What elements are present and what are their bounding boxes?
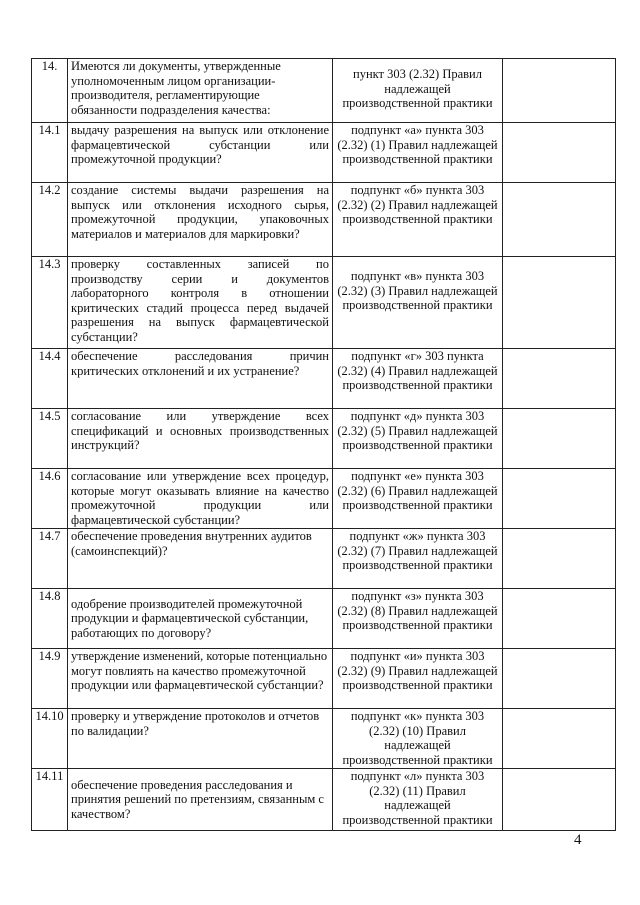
row-question: одобрение производителей промежуточной продукции и фармацевтической субстанции, работающих по договору? — [68, 589, 333, 649]
row-number: 14.10 — [32, 709, 68, 769]
row-question: создание системы выдачи разрешения на выпуск или отклонения исходного сырья, промежуточной продукции, упаковочных материалов и материалов для маркировки? — [68, 183, 333, 257]
row-number: 14.5 — [32, 409, 68, 469]
table-row — [32, 649, 616, 709]
row-number: 14. — [32, 59, 68, 123]
row-number: 14.4 — [32, 349, 68, 409]
row-answer-cell[interactable] — [503, 349, 616, 409]
row-answer-cell[interactable] — [503, 469, 616, 529]
row-question: Имеются ли документы, утвержденные уполномоченным лицом организации-производителя, регламентирующие обязанности подразделения качества: — [68, 59, 333, 123]
row-number: 14.6 — [32, 469, 68, 529]
row-question: обеспечение расследования причин критических отклонений и их устранение? — [68, 349, 333, 409]
row-reference: подпункт «д» пункта 303 (2.32) (5) Правил надлежащей производственной практики — [333, 409, 503, 469]
row-answer-cell[interactable] — [503, 257, 616, 349]
row-answer-cell[interactable] — [503, 409, 616, 469]
checklist-table — [31, 58, 616, 831]
row-question: утверждение изменений, которые потенциально могут повлиять на качество промежуточной продукции или фармацевтической субстанции? — [68, 649, 333, 709]
row-reference: подпункт «ж» пункта 303 (2.32) (7) Правил надлежащей производственной практики — [333, 529, 503, 589]
table-row — [32, 257, 616, 349]
row-answer-cell[interactable] — [503, 589, 616, 649]
row-number: 14.9 — [32, 649, 68, 709]
row-answer-cell[interactable] — [503, 769, 616, 831]
row-answer-cell[interactable] — [503, 183, 616, 257]
row-reference: подпункт «к» пункта 303 (2.32) (10) Правил надлежащей производственной практики — [333, 709, 503, 769]
row-answer-cell[interactable] — [503, 709, 616, 769]
table-row — [32, 409, 616, 469]
table-row — [32, 469, 616, 529]
row-answer-cell[interactable] — [503, 59, 616, 123]
table-row — [32, 769, 616, 831]
row-question: обеспечение проведения внутренних аудитов (самоинспекций)? — [68, 529, 333, 589]
row-question: обеспечение проведения расследования и принятия решений по претензиям, связанным с качеством? — [68, 769, 333, 831]
row-number: 14.7 — [32, 529, 68, 589]
page-number: 4 — [574, 832, 582, 848]
table-row — [32, 709, 616, 769]
row-reference: подпункт «и» пункта 303 (2.32) (9) Правил надлежащей производственной практики — [333, 649, 503, 709]
row-number: 14.3 — [32, 257, 68, 349]
row-number: 14.1 — [32, 123, 68, 183]
table-row — [32, 589, 616, 649]
row-reference: подпункт «в» пункта 303 (2.32) (3) Правил надлежащей производственной практики — [333, 257, 503, 349]
row-reference: пункт 303 (2.32) Правил надлежащей производственной практики — [333, 59, 503, 123]
row-reference: подпункт «з» пункта 303 (2.32) (8) Правил надлежащей производственной практики — [333, 589, 503, 649]
table-row — [32, 123, 616, 183]
table-row — [32, 529, 616, 589]
table-row — [32, 59, 616, 123]
row-question: проверку составленных записей по производству серии и документов лабораторного контроля в отношении критических стадий процесса перед выдачей разрешения на выпуск фармацевтической субстанции? — [68, 257, 333, 349]
row-reference: подпункт «г» 303 пункта (2.32) (4) Правил надлежащей производственной практики — [333, 349, 503, 409]
row-reference: подпункт «л» пункта 303 (2.32) (11) Правил надлежащей производственной практики — [333, 769, 503, 831]
row-reference: подпункт «е» пункта 303 (2.32) (6) Правил надлежащей производственной практики — [333, 469, 503, 529]
row-reference: подпункт «а» пункта 303 (2.32) (1) Правил надлежащей производственной практики — [333, 123, 503, 183]
row-number: 14.2 — [32, 183, 68, 257]
table-row — [32, 349, 616, 409]
row-question: проверку и утверждение протоколов и отчетов по валидации? — [68, 709, 333, 769]
row-question: выдачу разрешения на выпуск или отклонение фармацевтической субстанции или промежуточной продукции? — [68, 123, 333, 183]
row-number: 14.11 — [32, 769, 68, 831]
row-question: согласование или утверждение всех процедур, которые могут оказывать влияние на качество промежуточной продукции или фармацевтической субстанции? — [68, 469, 333, 529]
row-answer-cell[interactable] — [503, 649, 616, 709]
row-answer-cell[interactable] — [503, 123, 616, 183]
table-row — [32, 183, 616, 257]
row-answer-cell[interactable] — [503, 529, 616, 589]
row-reference: подпункт «б» пункта 303 (2.32) (2) Правил надлежащей производственной практики — [333, 183, 503, 257]
row-number: 14.8 — [32, 589, 68, 649]
row-question: согласование или утверждение всех спецификаций и основных производственных инструкций? — [68, 409, 333, 469]
